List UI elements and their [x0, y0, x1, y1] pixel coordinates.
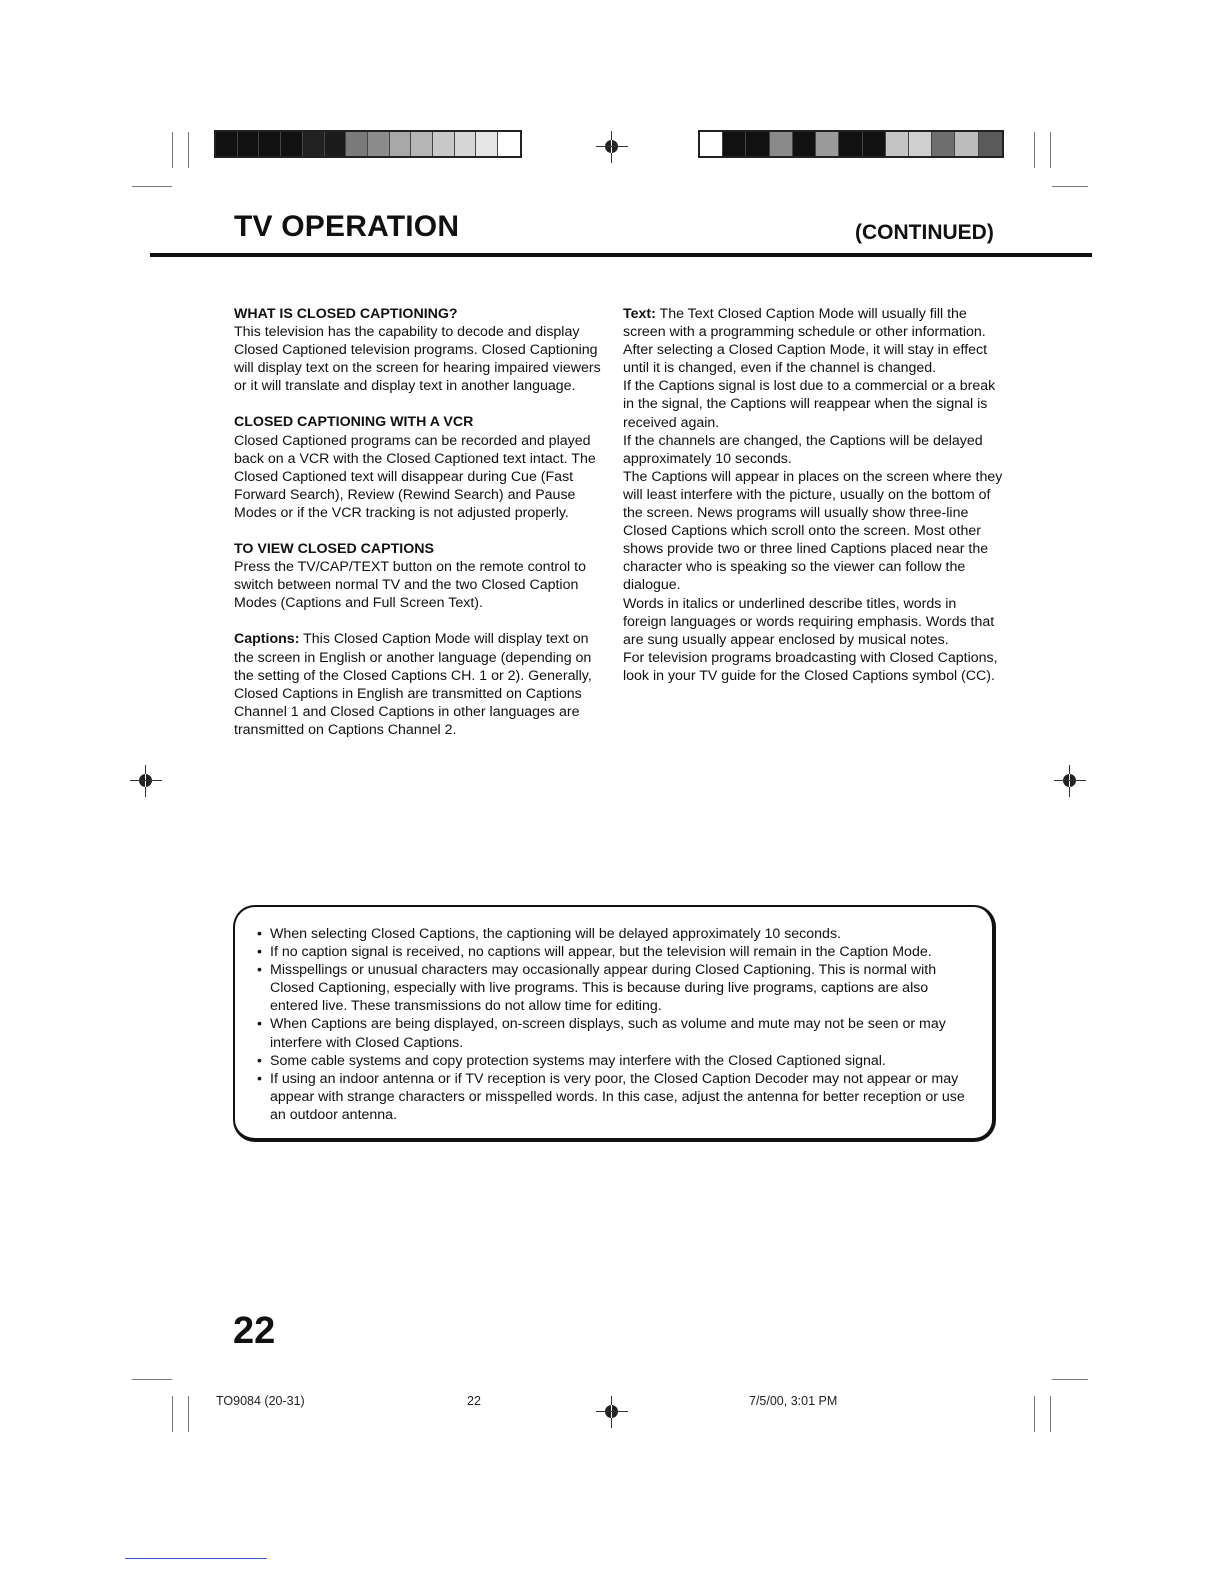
registration-mark-icon: [596, 131, 628, 163]
continued-label: (CONTINUED): [855, 221, 994, 244]
color-swatch: [411, 132, 433, 156]
crop-mark: [188, 1396, 189, 1432]
color-swatch: [700, 132, 723, 156]
footer-date: 7/5/00, 3:01 PM: [749, 1394, 838, 1408]
note-item: • If no caption signal is received, no captions will appear, but the television will remain in the Caption Mode.: [257, 943, 972, 961]
paragraph: If the channels are changed, the Captions will be delayed approximately 10 seconds.: [623, 432, 983, 467]
color-swatch: [390, 132, 412, 156]
color-bar-strip-right: [698, 130, 1004, 158]
note-item: • When selecting Closed Captions, the captioning will be delayed approximately 10 seconds.: [257, 925, 972, 943]
color-swatch: [325, 132, 347, 156]
color-swatch: [368, 132, 390, 156]
crop-mark: [1034, 1396, 1035, 1432]
paragraph: After selecting a Closed Caption Mode, it will stay in effect until it is changed, even if the channel is changed.: [623, 342, 988, 377]
paragraph: If the Captions signal is lost due to a commercial or a break in the signal, the Captions will reappear when the signal is received again.: [623, 378, 996, 431]
color-swatch: [816, 132, 839, 156]
crop-mark: [1050, 132, 1051, 168]
crop-mark: [1050, 1396, 1051, 1432]
notes-box: [233, 905, 996, 1142]
left-column: [234, 305, 606, 739]
text-paragraph: [623, 305, 1003, 341]
color-swatch: [216, 132, 238, 156]
section-heading: TO VIEW CLOSED CAPTIONS: [234, 541, 434, 558]
color-swatch: [498, 132, 520, 156]
crop-mark: [1052, 1379, 1088, 1380]
color-swatch: [281, 132, 303, 156]
color-swatch: [346, 132, 368, 156]
paragraph: Words in italics or underlined describe titles, words in foreign languages or words requiring emphasis. Words that are sung usually appear enclosed by musical notes.: [623, 595, 995, 648]
color-swatch: [770, 132, 793, 156]
section-heading: CLOSED CAPTIONING WITH A VCR: [234, 414, 474, 431]
crop-mark: [132, 1379, 172, 1380]
color-swatch: [839, 132, 862, 156]
color-swatch: [476, 132, 498, 156]
paragraph: The Captions will appear in places on the screen where they will least interfere with the picture, usually on the bottom of the screen. News programs will usually show three-line Closed Captions which scroll onto the screen. Most other shows provide two or three lined Captions placed near the character who is speaking so the viewer can follow the dialogue.: [623, 468, 1003, 594]
section-heading: WHAT IS CLOSED CAPTIONING?: [234, 306, 458, 322]
header-rule: [150, 253, 1092, 257]
color-swatch: [932, 132, 955, 156]
crop-mark: [1034, 132, 1035, 168]
text-lead: Text:: [623, 306, 656, 322]
crop-mark: [132, 186, 172, 187]
color-swatch: [259, 132, 281, 156]
color-swatch: [238, 132, 260, 156]
note-item: • If using an indoor antenna or if TV reception is very poor, the Closed Caption Decoder may not appear or may appear with strange characters or misspelled words. In this case, adjust the antenna for better reception or use an outdoor antenna.: [257, 1070, 972, 1124]
color-swatch: [955, 132, 978, 156]
crop-mark: [1052, 186, 1088, 187]
captions-body: This Closed Caption Mode will display text on the screen in English or another language (depending on the setting of the Closed Captions CH. 1 or 2). Generally, Closed Captions in English are transmitted on Captions Channel 1 and Closed Captions in other languages are transmitted on Captions Channel 2.: [234, 631, 592, 738]
section-body: Closed Captioned programs can be recorded and played back on a VCR with the Closed Captioned text intact. The Closed Captioned text will disappear during Cue (Fast Forward Search), Review (Rewind Search) and Pause Modes or if the VCR tracking is not adjusted properly.: [234, 432, 596, 521]
captions-paragraph: [234, 630, 606, 739]
footer-page: 22: [467, 1394, 481, 1408]
paragraph: For television programs broadcasting with Closed Captions, look in your TV guide for the Closed Captions symbol (CC).: [623, 649, 998, 684]
crop-mark: [172, 1396, 173, 1432]
section-body: Press the TV/CAP/TEXT button on the remote control to switch between normal TV and the two Closed Caption Modes (Captions and Full Screen Text).: [234, 559, 586, 612]
captions-lead: Captions:: [234, 631, 300, 648]
note-item: • Misspellings or unusual characters may occasionally appear during Closed Captioning. This is normal with Closed Captioning, especially with live programs. This is because during live programs, captions are also entered live. These transmissions do not allow time for editing.: [257, 961, 972, 1015]
color-swatch: [863, 132, 886, 156]
color-swatch: [433, 132, 455, 156]
right-column: [623, 305, 1003, 685]
registration-mark-icon: [130, 765, 162, 797]
color-bar-strip-left: [214, 130, 522, 158]
color-swatch: [723, 132, 746, 156]
color-swatch: [886, 132, 909, 156]
notes-list: [235, 907, 992, 1124]
section-body: This television has the capability to decode and display Closed Captioned television programs. Closed Captioning will display text on the screen for hearing impaired viewers or it will translate and display text in another language.: [234, 324, 601, 395]
color-swatch: [909, 132, 932, 156]
note-item: • Some cable systems and copy protection systems may interfere with the Closed Captioned signal.: [257, 1052, 972, 1070]
crop-mark: [188, 132, 189, 168]
note-item: • When Captions are being displayed, on-screen displays, such as volume and mute may not be seen or may interfere with Closed Captions.: [257, 1015, 972, 1051]
page-title: TV OPERATION: [234, 210, 460, 243]
crop-mark: [172, 132, 173, 168]
link-underline: [125, 1558, 267, 1559]
color-swatch: [303, 132, 325, 156]
text-body: The Text Closed Caption Mode will usually fill the screen with a programming schedule or other information.: [623, 306, 986, 341]
registration-mark-icon: [596, 1396, 628, 1428]
page-number: 22: [233, 1310, 276, 1352]
color-swatch: [979, 132, 1002, 156]
footer-file: TO9084 (20-31): [216, 1394, 305, 1408]
color-swatch: [746, 132, 769, 156]
color-swatch: [793, 132, 816, 156]
registration-mark-icon: [1054, 765, 1086, 797]
color-swatch: [455, 132, 477, 156]
